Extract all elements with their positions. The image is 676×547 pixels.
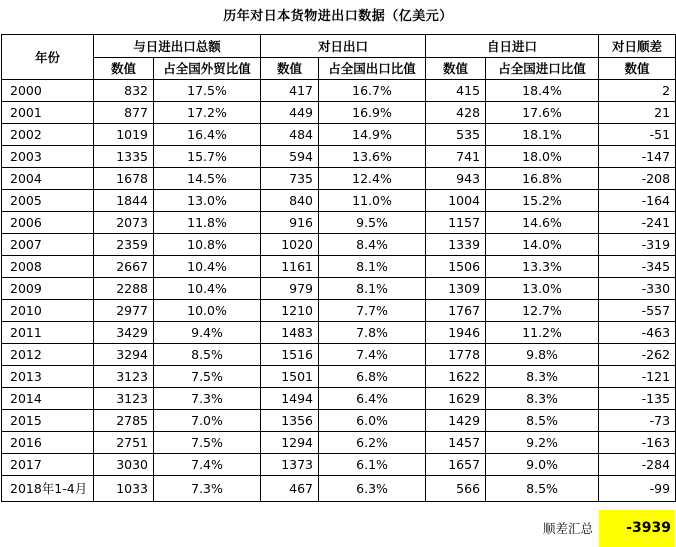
cell-total: 3030 — [94, 454, 154, 476]
cell-import-pct: 13.3% — [486, 256, 599, 278]
cell-import-pct: 9.2% — [486, 432, 599, 454]
cell-import-pct: 11.2% — [486, 322, 599, 344]
cell-import: 1629 — [426, 388, 486, 410]
cell-export-pct: 9.5% — [319, 212, 426, 234]
cell-import: 741 — [426, 146, 486, 168]
cell-import-pct: 14.0% — [486, 234, 599, 256]
cell-export-pct: 7.8% — [319, 322, 426, 344]
cell-total: 3294 — [94, 344, 154, 366]
cell-import-pct: 8.3% — [486, 366, 599, 388]
header-export-share: 占全国出口比值 — [319, 58, 426, 80]
cell-import-pct: 17.6% — [486, 102, 599, 124]
cell-total: 877 — [94, 102, 154, 124]
table-row — [2, 388, 676, 410]
cell-export-pct: 6.2% — [319, 432, 426, 454]
header-total-share: 占全国外贸比值 — [154, 58, 261, 80]
cell-import-pct: 18.1% — [486, 124, 599, 146]
cell-export: 840 — [261, 190, 319, 212]
table-row — [2, 454, 676, 476]
cell-export: 449 — [261, 102, 319, 124]
cell-balance: -99 — [599, 476, 676, 502]
cell-total: 3429 — [94, 322, 154, 344]
cell-import: 1004 — [426, 190, 486, 212]
header-import-value: 数值 — [426, 58, 486, 80]
cell-year: 2012 — [2, 344, 94, 366]
cell-year: 2002 — [2, 124, 94, 146]
cell-total-pct: 7.5% — [154, 366, 261, 388]
cell-import: 943 — [426, 168, 486, 190]
cell-year: 2001 — [2, 102, 94, 124]
cell-year: 2013 — [2, 366, 94, 388]
cell-balance: -73 — [599, 410, 676, 432]
cell-balance: -51 — [599, 124, 676, 146]
header-row-2 — [2, 58, 676, 80]
cell-import-pct: 14.6% — [486, 212, 599, 234]
header-export-value: 数值 — [261, 58, 319, 80]
cell-import: 535 — [426, 124, 486, 146]
cell-year: 2016 — [2, 432, 94, 454]
cell-year: 2018年1-4月 — [2, 476, 94, 502]
header-export-group: 对日出口 — [261, 35, 426, 58]
cell-import-pct: 8.5% — [486, 410, 599, 432]
table-row — [2, 278, 676, 300]
cell-import: 1506 — [426, 256, 486, 278]
cell-balance: -241 — [599, 212, 676, 234]
cell-total-pct: 7.0% — [154, 410, 261, 432]
cell-balance: -319 — [599, 234, 676, 256]
cell-total-pct: 14.5% — [154, 168, 261, 190]
cell-year: 2005 — [2, 190, 94, 212]
cell-balance: 2 — [599, 80, 676, 102]
summary-bar — [1, 510, 675, 547]
cell-balance: -345 — [599, 256, 676, 278]
cell-balance: -121 — [599, 366, 676, 388]
cell-total-pct: 10.4% — [154, 278, 261, 300]
cell-import: 1946 — [426, 322, 486, 344]
header-import-share: 占全国进口比值 — [486, 58, 599, 80]
cell-import: 1657 — [426, 454, 486, 476]
cell-year: 2014 — [2, 388, 94, 410]
header-import-group: 自日进口 — [426, 35, 599, 58]
cell-export-pct: 6.4% — [319, 388, 426, 410]
cell-import: 1457 — [426, 432, 486, 454]
cell-year: 2003 — [2, 146, 94, 168]
cell-total: 1335 — [94, 146, 154, 168]
cell-import-pct: 8.5% — [486, 476, 599, 502]
cell-year: 2011 — [2, 322, 94, 344]
header-total-group: 与日进出口总额 — [94, 35, 261, 58]
cell-balance: -135 — [599, 388, 676, 410]
cell-total: 2073 — [94, 212, 154, 234]
table-row — [2, 366, 676, 388]
cell-import: 566 — [426, 476, 486, 502]
cell-export-pct: 16.9% — [319, 102, 426, 124]
cell-import: 1622 — [426, 366, 486, 388]
cell-import-pct: 18.4% — [486, 80, 599, 102]
cell-total-pct: 17.2% — [154, 102, 261, 124]
cell-total-pct: 10.4% — [154, 256, 261, 278]
cell-total-pct: 10.8% — [154, 234, 261, 256]
cell-balance: -463 — [599, 322, 676, 344]
cell-import-pct: 8.3% — [486, 388, 599, 410]
cell-balance: -208 — [599, 168, 676, 190]
cell-export: 1020 — [261, 234, 319, 256]
cell-export: 1516 — [261, 344, 319, 366]
cell-balance: -330 — [599, 278, 676, 300]
cell-total-pct: 11.8% — [154, 212, 261, 234]
summary-total: -3939 — [599, 510, 675, 547]
cell-import: 1767 — [426, 300, 486, 322]
cell-year: 2010 — [2, 300, 94, 322]
header-balance-value: 数值 — [599, 58, 676, 80]
cell-import: 1429 — [426, 410, 486, 432]
cell-year: 2008 — [2, 256, 94, 278]
table-row — [2, 432, 676, 454]
cell-export: 735 — [261, 168, 319, 190]
cell-import-pct: 16.8% — [486, 168, 599, 190]
cell-import-pct: 15.2% — [486, 190, 599, 212]
table-row — [2, 300, 676, 322]
cell-import-pct: 18.0% — [486, 146, 599, 168]
cell-total-pct: 10.0% — [154, 300, 261, 322]
cell-year: 2004 — [2, 168, 94, 190]
table-row — [2, 322, 676, 344]
cell-export: 417 — [261, 80, 319, 102]
cell-total: 1678 — [94, 168, 154, 190]
cell-export-pct: 16.7% — [319, 80, 426, 102]
cell-export: 1210 — [261, 300, 319, 322]
cell-total-pct: 17.5% — [154, 80, 261, 102]
cell-total: 3123 — [94, 388, 154, 410]
cell-total: 2785 — [94, 410, 154, 432]
cell-export-pct: 12.4% — [319, 168, 426, 190]
cell-total-pct: 7.4% — [154, 454, 261, 476]
cell-total: 2751 — [94, 432, 154, 454]
cell-balance: 21 — [599, 102, 676, 124]
cell-total: 1019 — [94, 124, 154, 146]
table-row — [2, 410, 676, 432]
cell-year: 2000 — [2, 80, 94, 102]
cell-export: 1294 — [261, 432, 319, 454]
cell-total: 2288 — [94, 278, 154, 300]
cell-import-pct: 12.7% — [486, 300, 599, 322]
table-row — [2, 146, 676, 168]
cell-export: 1483 — [261, 322, 319, 344]
cell-export-pct: 11.0% — [319, 190, 426, 212]
table-row — [2, 212, 676, 234]
cell-balance: -163 — [599, 432, 676, 454]
cell-balance: -557 — [599, 300, 676, 322]
cell-export-pct: 8.4% — [319, 234, 426, 256]
cell-balance: -147 — [599, 146, 676, 168]
header-year: 年份 — [2, 35, 94, 80]
cell-export-pct: 14.9% — [319, 124, 426, 146]
cell-total: 1844 — [94, 190, 154, 212]
cell-import-pct: 9.8% — [486, 344, 599, 366]
cell-import-pct: 9.0% — [486, 454, 599, 476]
trade-table — [1, 34, 676, 502]
cell-total-pct: 7.3% — [154, 388, 261, 410]
cell-export: 1501 — [261, 366, 319, 388]
cell-export-pct: 7.7% — [319, 300, 426, 322]
table-row — [2, 476, 676, 502]
cell-balance: -262 — [599, 344, 676, 366]
table-row — [2, 168, 676, 190]
header-balance-group: 对日顺差 — [599, 35, 676, 58]
summary-label: 顺差汇总 — [542, 521, 593, 536]
cell-export: 1494 — [261, 388, 319, 410]
table-row — [2, 344, 676, 366]
table-row — [2, 256, 676, 278]
cell-total: 3123 — [94, 366, 154, 388]
cell-total-pct: 16.4% — [154, 124, 261, 146]
cell-balance: -164 — [599, 190, 676, 212]
cell-total-pct: 9.4% — [154, 322, 261, 344]
cell-total: 2977 — [94, 300, 154, 322]
cell-export-pct: 6.8% — [319, 366, 426, 388]
cell-export: 1161 — [261, 256, 319, 278]
cell-year: 2015 — [2, 410, 94, 432]
cell-export-pct: 8.1% — [319, 256, 426, 278]
cell-export: 594 — [261, 146, 319, 168]
cell-export: 1373 — [261, 454, 319, 476]
table-title: 历年对日本货物进出口数据（亿美元） — [223, 9, 453, 24]
cell-export: 484 — [261, 124, 319, 146]
cell-total-pct: 8.5% — [154, 344, 261, 366]
table-row — [2, 102, 676, 124]
header-total-value: 数值 — [94, 58, 154, 80]
cell-export-pct: 6.1% — [319, 454, 426, 476]
cell-export: 916 — [261, 212, 319, 234]
cell-import: 1157 — [426, 212, 486, 234]
table-row — [2, 80, 676, 102]
cell-balance: -284 — [599, 454, 676, 476]
cell-export-pct: 6.3% — [319, 476, 426, 502]
cell-import: 1309 — [426, 278, 486, 300]
table-body — [2, 80, 676, 502]
cell-export: 1356 — [261, 410, 319, 432]
cell-total-pct: 7.5% — [154, 432, 261, 454]
cell-year: 2006 — [2, 212, 94, 234]
table-row — [2, 190, 676, 212]
cell-export-pct: 13.6% — [319, 146, 426, 168]
cell-export: 467 — [261, 476, 319, 502]
table-row — [2, 124, 676, 146]
cell-import: 1778 — [426, 344, 486, 366]
cell-import: 428 — [426, 102, 486, 124]
header-row-1 — [2, 35, 676, 58]
cell-year: 2009 — [2, 278, 94, 300]
cell-import: 415 — [426, 80, 486, 102]
cell-year: 2017 — [2, 454, 94, 476]
cell-total: 2667 — [94, 256, 154, 278]
cell-total-pct: 15.7% — [154, 146, 261, 168]
cell-export-pct: 7.4% — [319, 344, 426, 366]
cell-total: 2359 — [94, 234, 154, 256]
cell-total-pct: 7.3% — [154, 476, 261, 502]
cell-export-pct: 6.0% — [319, 410, 426, 432]
table-row — [2, 234, 676, 256]
cell-year: 2007 — [2, 234, 94, 256]
cell-import-pct: 13.0% — [486, 278, 599, 300]
cell-export-pct: 8.1% — [319, 278, 426, 300]
cell-total: 1033 — [94, 476, 154, 502]
cell-total-pct: 13.0% — [154, 190, 261, 212]
cell-import: 1339 — [426, 234, 486, 256]
cell-total: 832 — [94, 80, 154, 102]
cell-export: 979 — [261, 278, 319, 300]
